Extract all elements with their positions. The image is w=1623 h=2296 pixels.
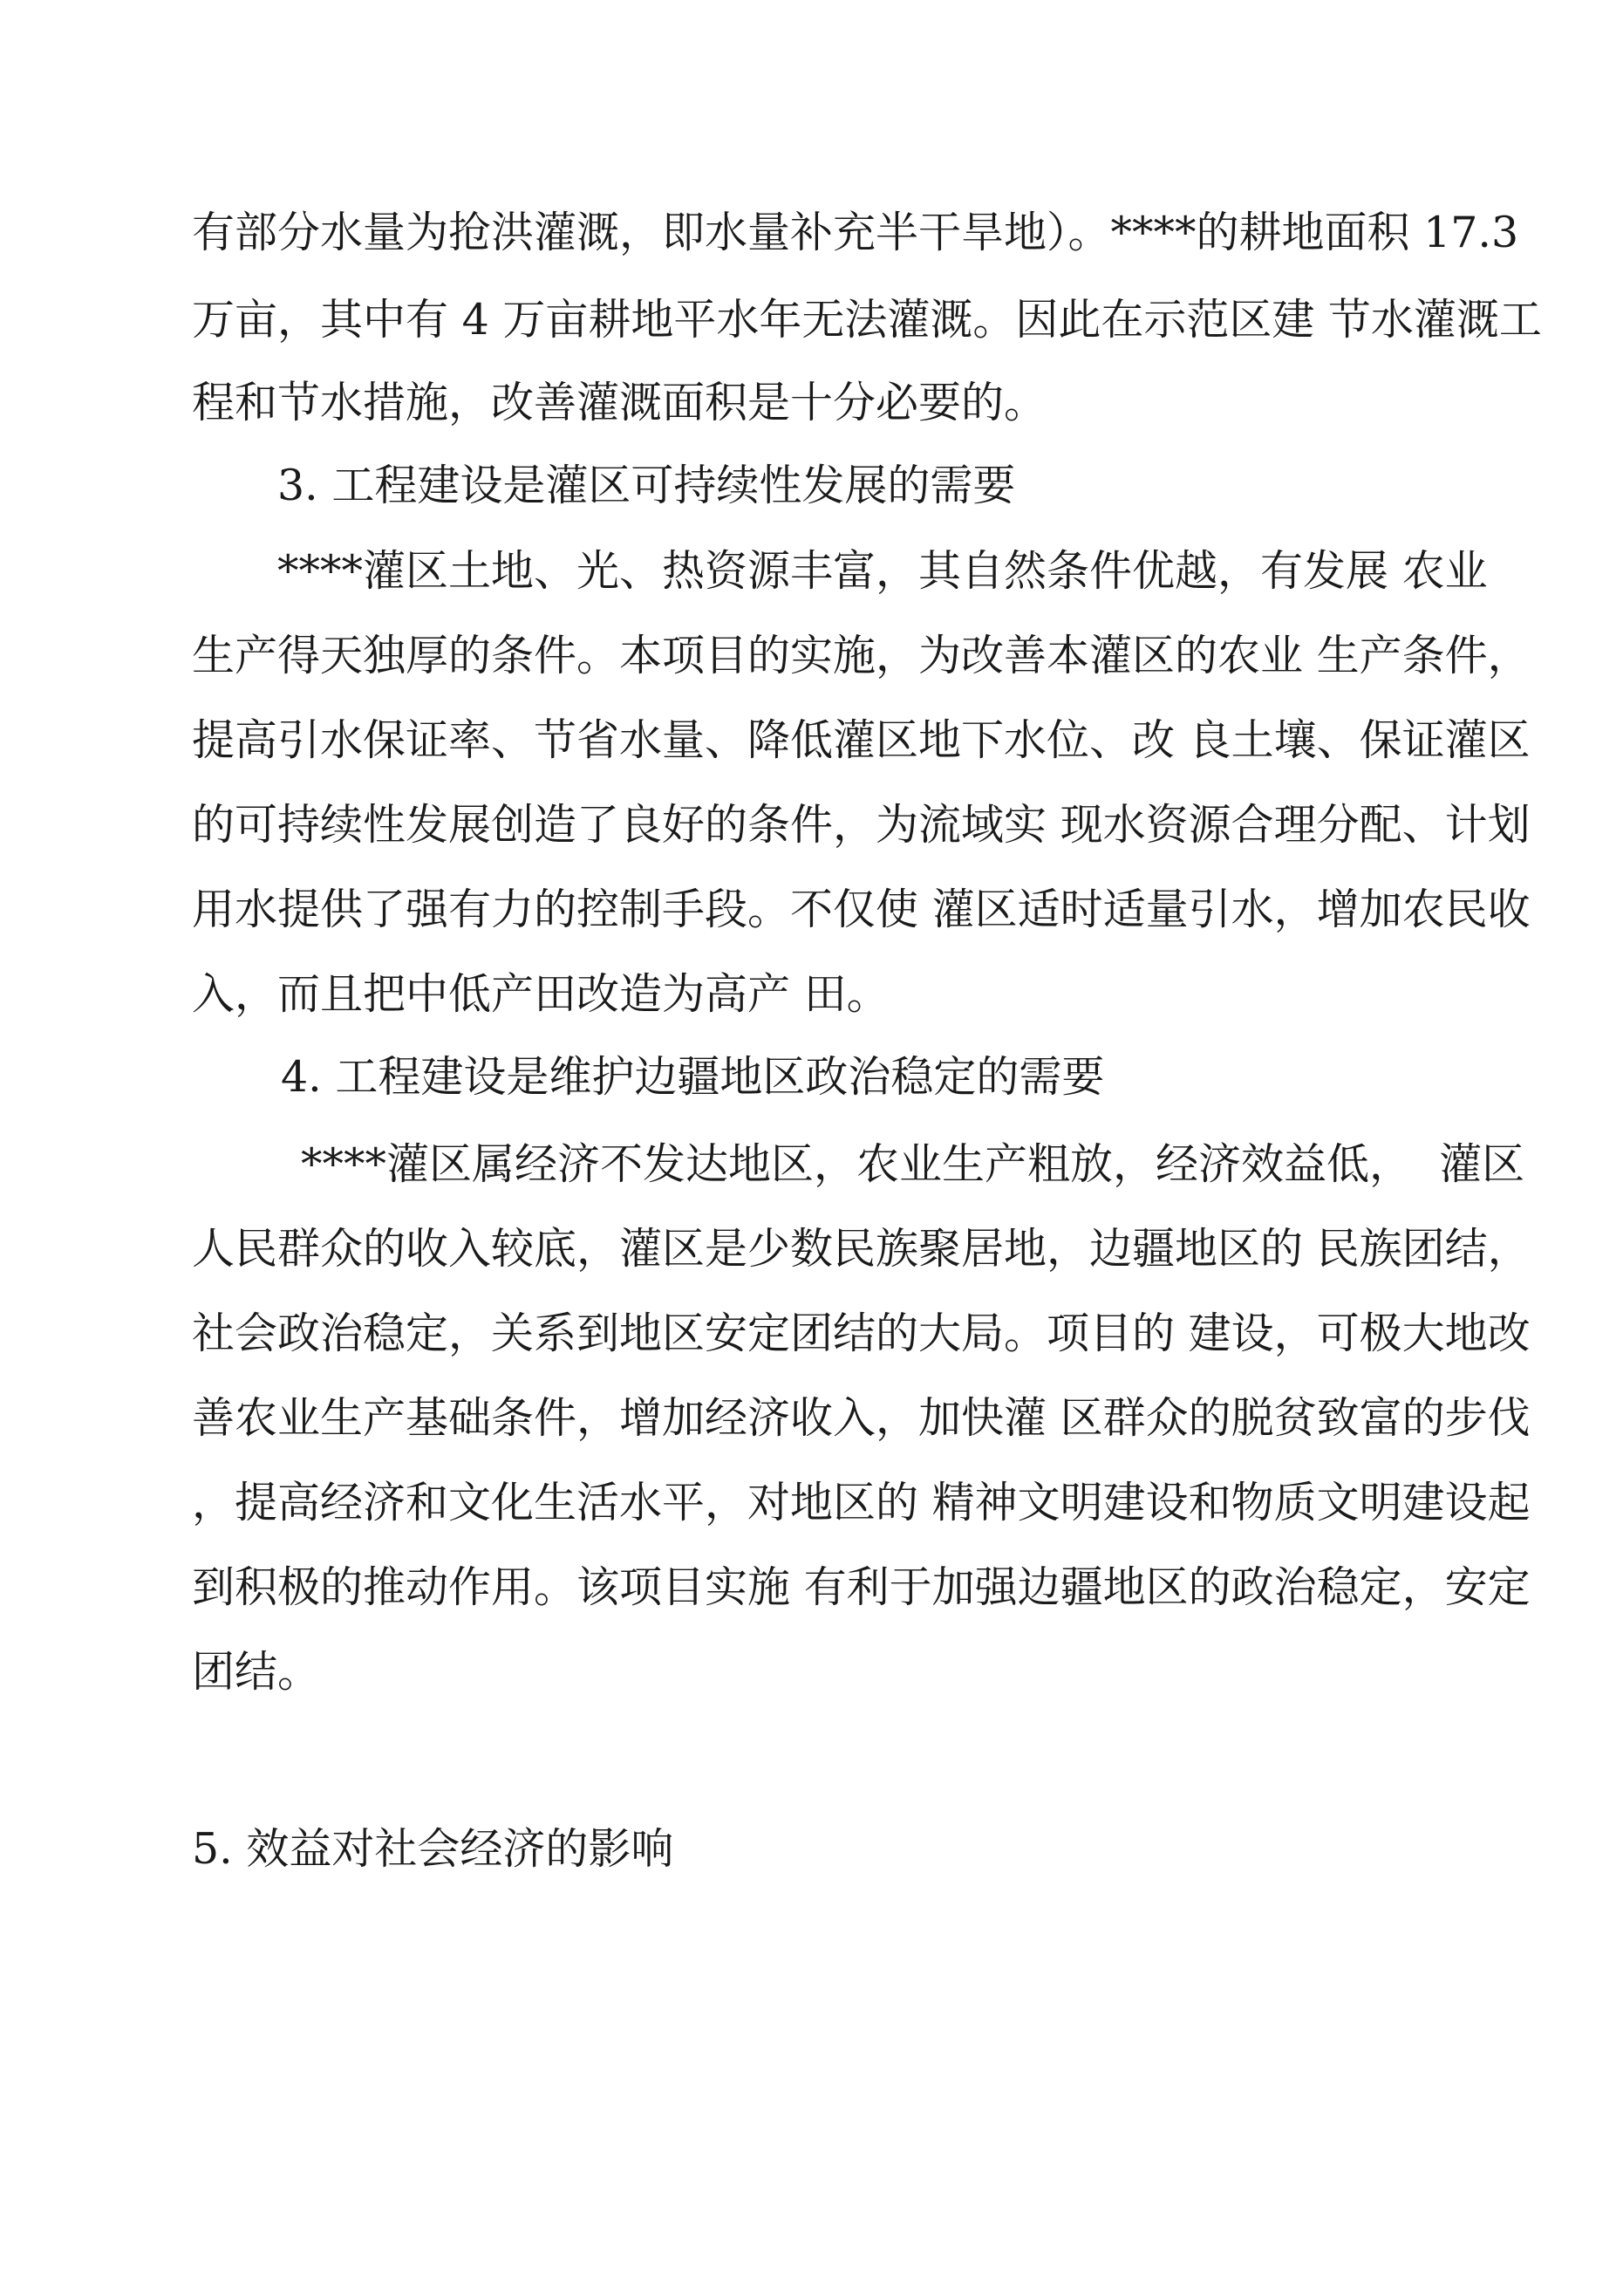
paragraph-line: 有部分水量为抢洪灌溉，即水量补充半干旱地）。****的耕地面积 17.3 bbox=[192, 208, 1519, 257]
paragraph-line: 到积极的推动作用。该项目实施 有利于加强边疆地区的政治稳定，安定 bbox=[192, 1562, 1531, 1612]
paragraph-line: 善农业生产基础条件，增加经济收入，加快灌 区群众的脱贫致富的步伐 bbox=[192, 1393, 1531, 1443]
paragraph-line: 人民群众的收入较底，灌区是少数民族聚居地，边疆地区的 民族团结， bbox=[192, 1224, 1531, 1274]
paragraph-line: ****灌区土地、光、热资源丰富，其自然条件优越，有发展 农业 bbox=[277, 546, 1488, 596]
paragraph-line: 入，而且把中低产田改造为高产 田。 bbox=[192, 969, 890, 1019]
paragraph-line: ****灌区属经济不发达地区，农业生产粗放，经济效益低， 灌区 bbox=[301, 1139, 1525, 1189]
paragraph-line: 生产得天独厚的条件。本项目的实施，为改善本灌区的农业 生产条件， bbox=[192, 631, 1531, 680]
paragraph-line: ，提高经济和文化生活水平，对地区的 精神文明建设和物质文明建设起 bbox=[192, 1478, 1531, 1527]
paragraph-line: 程和节水措施，改善灌溉面积是十分必要的。 bbox=[192, 378, 1047, 427]
section-heading-5: 5. 效益对社会经济的影响 bbox=[192, 1824, 674, 1874]
paragraph-line: 万亩，其中有 4 万亩耕地平水年无法灌溉。因此在示范区建 节水灌溉工 bbox=[192, 295, 1542, 345]
section-heading-4: 4. 工程建设是维护边疆地区政治稳定的需要 bbox=[281, 1052, 1105, 1102]
paragraph-line: 的可持续性发展创造了良好的条件，为流域实 现水资源合理分配、计划 bbox=[192, 800, 1531, 850]
paragraph-line: 团结。 bbox=[192, 1647, 321, 1697]
paragraph-line: 用水提供了强有力的控制手段。不仅使 灌区适时适量引水，增加农民收 bbox=[192, 885, 1531, 934]
paragraph-line: 提高引水保证率、节省水量、降低灌区地下水位、改 良土壤、保证灌区 bbox=[192, 715, 1531, 765]
paragraph-line: 社会政治稳定，关系到地区安定团结的大局。项目的 建设，可极大地改 bbox=[192, 1309, 1531, 1358]
section-heading-3: 3. 工程建设是灌区可持续性发展的需要 bbox=[277, 461, 1016, 510]
